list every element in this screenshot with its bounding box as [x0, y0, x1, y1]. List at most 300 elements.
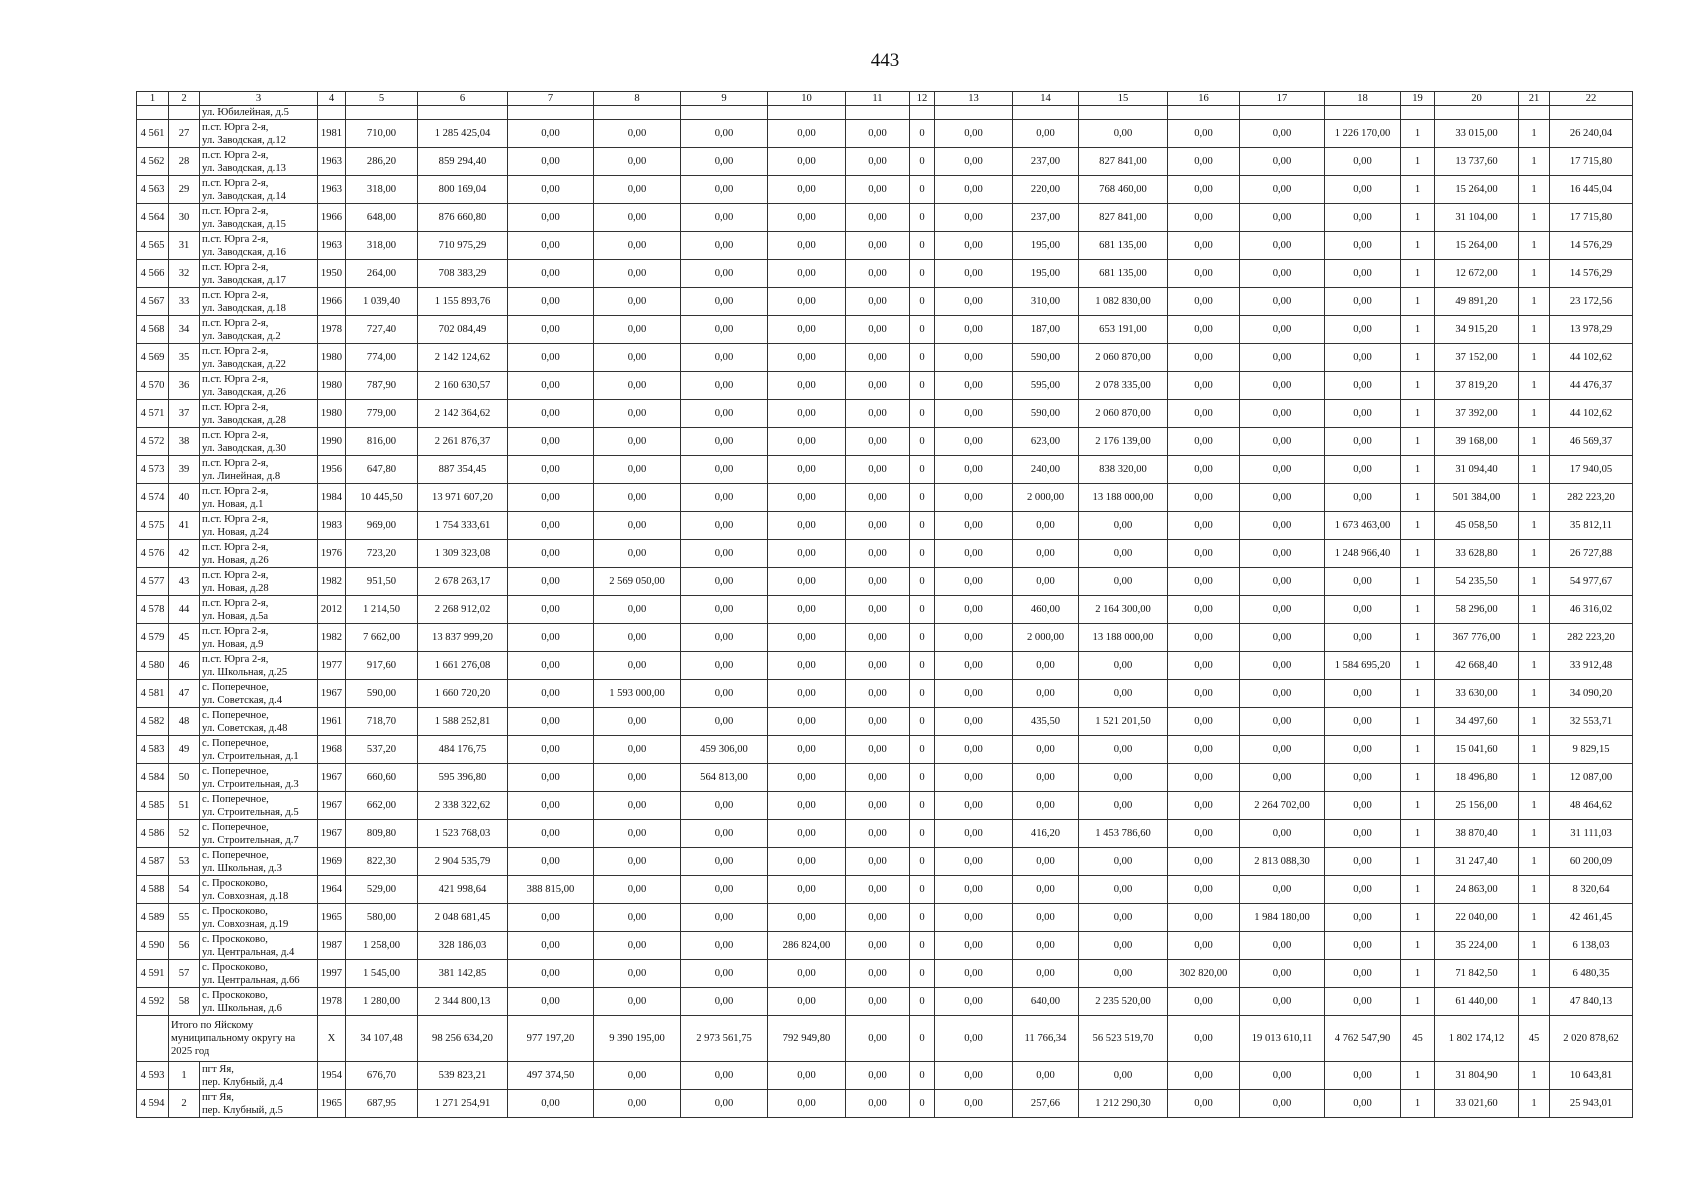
table-cell: 0,00 [1168, 344, 1240, 372]
table-cell: 460,00 [1013, 596, 1079, 624]
total-cell: 2 973 561,75 [681, 1016, 768, 1062]
table-cell: 1 661 276,08 [418, 652, 508, 680]
table-cell: 0 [910, 932, 935, 960]
column-header: 15 [1079, 92, 1168, 106]
table-cell: 2 268 912,02 [418, 596, 508, 624]
table-cell: 0,00 [681, 792, 768, 820]
table-cell: 0,00 [846, 624, 910, 652]
table-cell: 56 [169, 932, 200, 960]
table-cell: 0,00 [935, 120, 1013, 148]
table-cell: 25 943,01 [1550, 1090, 1633, 1118]
table-cell: 1978 [318, 316, 346, 344]
table-cell: 1 [1519, 904, 1550, 932]
address-cell: пгт Яя, пер. Клубный, д.4 [200, 1062, 318, 1090]
table-cell: 0,00 [508, 988, 594, 1016]
table-cell: 0,00 [594, 456, 681, 484]
table-cell: 1 [1401, 1062, 1435, 1090]
table-cell: 1965 [318, 904, 346, 932]
table-cell: 590,00 [346, 680, 418, 708]
table-cell: 0,00 [508, 708, 594, 736]
table-cell: 1 [1401, 456, 1435, 484]
table-cell: 4 562 [137, 148, 169, 176]
table-cell: 0,00 [1168, 1090, 1240, 1118]
table-cell: 1 [1401, 680, 1435, 708]
table-cell: 0,00 [935, 820, 1013, 848]
table-cell: 0,00 [1325, 288, 1401, 316]
table-cell: 0,00 [768, 596, 846, 624]
table-cell: 1 [1401, 736, 1435, 764]
table-cell: 15 041,60 [1435, 736, 1519, 764]
table-cell: 1 [1401, 540, 1435, 568]
table-row [137, 176, 1633, 204]
address-cell: п.ст. Юрга 2-я, ул. Заводская, д.28 [200, 400, 318, 428]
table-cell: 0,00 [508, 512, 594, 540]
table-cell: 0,00 [1079, 876, 1168, 904]
table-cell: 4 571 [137, 400, 169, 428]
table-cell: 4 563 [137, 176, 169, 204]
table-cell [1435, 106, 1519, 120]
address-cell: с. Проскоково, ул. Центральная, д.66 [200, 960, 318, 988]
total-cell: 9 390 195,00 [594, 1016, 681, 1062]
table-cell: 0,00 [508, 596, 594, 624]
table-cell: 52 [169, 820, 200, 848]
column-header: 12 [910, 92, 935, 106]
table-cell: 51 [169, 792, 200, 820]
table-cell: 220,00 [1013, 176, 1079, 204]
column-header: 3 [200, 92, 318, 106]
table-cell: 0,00 [1013, 652, 1079, 680]
table-cell: 1 [1519, 484, 1550, 512]
table-cell: 0,00 [846, 372, 910, 400]
table-cell: 2 176 139,00 [1079, 428, 1168, 456]
address-cell: п.ст. Юрга 2-я, ул. Линейная, д.8 [200, 456, 318, 484]
table-cell: 969,00 [346, 512, 418, 540]
table-cell: 0,00 [681, 176, 768, 204]
table-cell: 1981 [318, 120, 346, 148]
table-cell: 0,00 [594, 792, 681, 820]
table-cell: 710 975,29 [418, 232, 508, 260]
table-cell: 718,70 [346, 708, 418, 736]
table-cell: 0,00 [846, 316, 910, 344]
table-cell: 0,00 [935, 680, 1013, 708]
table-cell: 1966 [318, 288, 346, 316]
table-cell: 787,90 [346, 372, 418, 400]
table-cell: 4 594 [137, 1090, 169, 1118]
table-cell: 1 [1401, 232, 1435, 260]
table-cell: 0,00 [508, 540, 594, 568]
table-cell [1079, 106, 1168, 120]
table-cell: 0,00 [1013, 904, 1079, 932]
table-cell: 876 660,80 [418, 204, 508, 232]
table-cell: 0,00 [594, 260, 681, 288]
table-row [137, 708, 1633, 736]
table-cell: 0,00 [1168, 316, 1240, 344]
table-row [137, 596, 1633, 624]
table-cell: 0,00 [1240, 596, 1325, 624]
table-cell: 31 111,03 [1550, 820, 1633, 848]
table-cell [137, 106, 169, 120]
table-cell: 0,00 [1168, 764, 1240, 792]
table-cell: 1 [1519, 792, 1550, 820]
table-cell [1519, 106, 1550, 120]
table-cell: 0,00 [1325, 820, 1401, 848]
table-cell: 887 354,45 [418, 456, 508, 484]
table-cell: 0,00 [1079, 120, 1168, 148]
table-cell: 2 235 520,00 [1079, 988, 1168, 1016]
table-cell: 0,00 [935, 652, 1013, 680]
table-cell: 1 [1401, 204, 1435, 232]
table-cell: 0,00 [846, 540, 910, 568]
table-cell: 0,00 [846, 288, 910, 316]
table-cell: 4 570 [137, 372, 169, 400]
table-cell: 0,00 [594, 232, 681, 260]
table-cell: 1 212 290,30 [1079, 1090, 1168, 1118]
table-cell: 2 678 263,17 [418, 568, 508, 596]
column-header: 21 [1519, 92, 1550, 106]
table-cell: 0,00 [1325, 1090, 1401, 1118]
table-cell: 2 060 870,00 [1079, 400, 1168, 428]
table-cell: 1964 [318, 876, 346, 904]
table-cell: 0,00 [768, 1062, 846, 1090]
table-cell: 1 [169, 1062, 200, 1090]
table-cell: 0,00 [768, 820, 846, 848]
table-cell: 0,00 [768, 624, 846, 652]
table-cell: 0 [910, 568, 935, 596]
table-cell: 0,00 [1240, 680, 1325, 708]
table-cell: 0,00 [846, 988, 910, 1016]
table-cell: 1 248 966,40 [1325, 540, 1401, 568]
table-cell: 1 660 720,20 [418, 680, 508, 708]
table-cell: 10 643,81 [1550, 1062, 1633, 1090]
table-cell: 0,00 [508, 848, 594, 876]
table-cell: 1 [1401, 120, 1435, 148]
table-cell: 29 [169, 176, 200, 204]
table-cell: 0,00 [1325, 624, 1401, 652]
table-cell: 1 285 425,04 [418, 120, 508, 148]
table-cell: 1 [1519, 204, 1550, 232]
table-cell: 4 568 [137, 316, 169, 344]
table-cell: 0,00 [768, 456, 846, 484]
table-cell: 0,00 [681, 428, 768, 456]
table-cell: 0,00 [594, 596, 681, 624]
table-cell: 0 [910, 484, 935, 512]
table-cell: 33 021,60 [1435, 1090, 1519, 1118]
table-cell: 0,00 [1079, 736, 1168, 764]
address-cell: с. Поперечное, ул. Строительная, д.3 [200, 764, 318, 792]
table-cell: 1954 [318, 1062, 346, 1090]
table-cell: 0,00 [508, 204, 594, 232]
address-cell: п.ст. Юрга 2-я, ул. Заводская, д.22 [200, 344, 318, 372]
address-cell: с. Поперечное, ул. Строительная, д.7 [200, 820, 318, 848]
table-cell: 0,00 [846, 792, 910, 820]
table-row [137, 820, 1633, 848]
table-cell: 0,00 [935, 596, 1013, 624]
table-cell: 1963 [318, 148, 346, 176]
column-header: 22 [1550, 92, 1633, 106]
table-cell: 0,00 [1325, 848, 1401, 876]
table-cell: 0,00 [1240, 736, 1325, 764]
table-cell: 1968 [318, 736, 346, 764]
table-cell: 1 593 000,00 [594, 680, 681, 708]
table-cell: 653 191,00 [1079, 316, 1168, 344]
table-cell: 1 [1519, 1062, 1550, 1090]
table-cell: 1 [1519, 876, 1550, 904]
table-cell: 0,00 [681, 876, 768, 904]
table-cell: 0 [910, 204, 935, 232]
address-cell: ул. Юбилейная, д.5 [200, 106, 318, 120]
table-cell: 1 [1401, 260, 1435, 288]
total-label: Итого по Яйскому муниципальному округу на 2025 год [169, 1016, 318, 1062]
address-cell: п.ст. Юрга 2-я, ул. Новая, д.24 [200, 512, 318, 540]
table-row [137, 120, 1633, 148]
table-row [137, 204, 1633, 232]
table-row [137, 512, 1633, 540]
table-cell: 0,00 [1079, 540, 1168, 568]
total-cell: 792 949,80 [768, 1016, 846, 1062]
column-header: 13 [935, 92, 1013, 106]
table-cell: 1 [1401, 792, 1435, 820]
table-cell: 0,00 [846, 1090, 910, 1118]
table-cell: 41 [169, 512, 200, 540]
table-cell: 0,00 [1240, 176, 1325, 204]
table-cell: 0,00 [1079, 848, 1168, 876]
table-cell: 435,50 [1013, 708, 1079, 736]
column-header: 4 [318, 92, 346, 106]
table-cell: 1 [1401, 932, 1435, 960]
table-cell: 1978 [318, 988, 346, 1016]
address-cell: п.ст. Юрга 2-я, ул. Заводская, д.30 [200, 428, 318, 456]
table-cell: 0,00 [1240, 288, 1325, 316]
address-cell: с. Поперечное, ул. Школьная, д.3 [200, 848, 318, 876]
table-cell: 0,00 [594, 316, 681, 344]
table-cell: 0,00 [681, 1062, 768, 1090]
table-cell: 4 591 [137, 960, 169, 988]
table-cell: 0,00 [768, 708, 846, 736]
table-cell: 0,00 [935, 400, 1013, 428]
table-cell: 0,00 [594, 1062, 681, 1090]
table-cell: 0,00 [594, 400, 681, 428]
table-cell: 0,00 [1240, 568, 1325, 596]
total-cell: 11 766,34 [1013, 1016, 1079, 1062]
table-cell: 0,00 [935, 540, 1013, 568]
table-cell: 0,00 [1325, 932, 1401, 960]
table-cell: 0,00 [846, 148, 910, 176]
table-cell: 0,00 [768, 848, 846, 876]
table-cell: 1967 [318, 680, 346, 708]
table-cell: 0 [910, 512, 935, 540]
table-row [137, 652, 1633, 680]
table-cell: 0 [910, 288, 935, 316]
table-cell: 2012 [318, 596, 346, 624]
table-cell: 32 [169, 260, 200, 288]
table-cell [1401, 106, 1435, 120]
column-header: 9 [681, 92, 768, 106]
column-header: 14 [1013, 92, 1079, 106]
table-cell: 1 214,50 [346, 596, 418, 624]
table-cell: 4 566 [137, 260, 169, 288]
table-cell: 0,00 [1013, 680, 1079, 708]
table-cell: 1 309 323,08 [418, 540, 508, 568]
table-cell: 0,00 [1168, 372, 1240, 400]
table-cell: 0,00 [768, 1090, 846, 1118]
total-row [137, 1016, 1633, 1062]
column-header: 1 [137, 92, 169, 106]
table-cell: 0,00 [594, 764, 681, 792]
table-cell: 1980 [318, 344, 346, 372]
table-cell: 2 813 088,30 [1240, 848, 1325, 876]
table-cell: 37 [169, 400, 200, 428]
table-cell: 1 584 695,20 [1325, 652, 1401, 680]
table-cell: 0,00 [846, 120, 910, 148]
table-cell: 0,00 [1079, 932, 1168, 960]
table-row [137, 1090, 1633, 1118]
table-cell: 328 186,03 [418, 932, 508, 960]
table-cell: 0,00 [508, 792, 594, 820]
table-cell: 0,00 [1168, 848, 1240, 876]
table-cell: 1 [1519, 372, 1550, 400]
table-cell: 0,00 [1168, 568, 1240, 596]
table-cell: 53 [169, 848, 200, 876]
table-cell: 46 [169, 652, 200, 680]
table-cell: 0,00 [1079, 680, 1168, 708]
table-cell: 0,00 [1168, 652, 1240, 680]
table-cell: 0,00 [935, 960, 1013, 988]
table-cell: 0,00 [935, 316, 1013, 344]
table-cell: 0,00 [508, 344, 594, 372]
table-cell: 0,00 [768, 568, 846, 596]
table-cell: 0,00 [1325, 568, 1401, 596]
table-cell: 23 172,56 [1550, 288, 1633, 316]
table-cell: 26 240,04 [1550, 120, 1633, 148]
table-cell: 0,00 [508, 372, 594, 400]
table-cell: 0,00 [681, 596, 768, 624]
column-header: 18 [1325, 92, 1401, 106]
table-cell: 2 344 800,13 [418, 988, 508, 1016]
table-cell: 580,00 [346, 904, 418, 932]
total-cell: 56 523 519,70 [1079, 1016, 1168, 1062]
table-cell: 0,00 [508, 960, 594, 988]
table-cell: 0,00 [846, 456, 910, 484]
table-cell: 0,00 [1325, 596, 1401, 624]
table-cell: 0,00 [1013, 876, 1079, 904]
table-cell: 816,00 [346, 428, 418, 456]
table-cell: 46 316,02 [1550, 596, 1633, 624]
table-cell: 0,00 [1325, 232, 1401, 260]
table-cell: 15 264,00 [1435, 232, 1519, 260]
total-cell: 19 013 610,11 [1240, 1016, 1325, 1062]
table-cell: 0,00 [935, 148, 1013, 176]
table-cell: 0,00 [1240, 456, 1325, 484]
table-cell: 44 [169, 596, 200, 624]
table-row [137, 736, 1633, 764]
table-cell: 58 [169, 988, 200, 1016]
table-cell: 0,00 [935, 204, 1013, 232]
table-cell: 0 [910, 540, 935, 568]
table-cell: 1977 [318, 652, 346, 680]
header-row [137, 92, 1633, 106]
table-cell: 0,00 [681, 344, 768, 372]
table-cell: 0 [910, 400, 935, 428]
table-cell: 264,00 [346, 260, 418, 288]
table-cell: 0,00 [594, 848, 681, 876]
table-cell: 2 338 322,62 [418, 792, 508, 820]
table-cell: 0 [910, 904, 935, 932]
table-cell: 0,00 [768, 484, 846, 512]
table-cell: 4 580 [137, 652, 169, 680]
table-cell [1168, 106, 1240, 120]
table-cell: 0,00 [681, 288, 768, 316]
table-cell: 0,00 [1240, 820, 1325, 848]
table-cell: 0,00 [935, 848, 1013, 876]
table-cell: 687,95 [346, 1090, 418, 1118]
table-cell: 0,00 [508, 484, 594, 512]
table-cell: 1990 [318, 428, 346, 456]
table-cell: 1 [1519, 232, 1550, 260]
table-cell: 859 294,40 [418, 148, 508, 176]
table-cell: 0,00 [935, 624, 1013, 652]
table-cell: 0,00 [1240, 512, 1325, 540]
total-cell: 98 256 634,20 [418, 1016, 508, 1062]
table-cell: 727,40 [346, 316, 418, 344]
table-cell: 1 523 768,03 [418, 820, 508, 848]
table-cell: 648,00 [346, 204, 418, 232]
table-cell: 0,00 [768, 316, 846, 344]
table-cell: 1 155 893,76 [418, 288, 508, 316]
table-cell: 0,00 [594, 624, 681, 652]
table-cell [1550, 106, 1633, 120]
table-cell: 809,80 [346, 820, 418, 848]
table-cell: 1 [1401, 316, 1435, 344]
table-cell: 0 [910, 960, 935, 988]
table-cell: 0,00 [1325, 316, 1401, 344]
table-cell: 45 058,50 [1435, 512, 1519, 540]
table-cell: 0,00 [768, 260, 846, 288]
table-cell: 0,00 [594, 988, 681, 1016]
table-cell: 0 [910, 1090, 935, 1118]
table-cell: 14 576,29 [1550, 232, 1633, 260]
table-cell: 800 169,04 [418, 176, 508, 204]
table-cell [346, 106, 418, 120]
table-cell: 310,00 [1013, 288, 1079, 316]
table-cell: 0,00 [594, 960, 681, 988]
table-cell: 1 [1401, 820, 1435, 848]
table-cell: 2 160 630,57 [418, 372, 508, 400]
address-cell: п.ст. Юрга 2-я, ул. Заводская, д.16 [200, 232, 318, 260]
table-cell: 0,00 [768, 960, 846, 988]
table-cell: 187,00 [1013, 316, 1079, 344]
table-cell: 0,00 [681, 820, 768, 848]
table-cell: 6 480,35 [1550, 960, 1633, 988]
table-cell: 33 630,00 [1435, 680, 1519, 708]
table-cell: 0,00 [594, 484, 681, 512]
table-cell: 0,00 [935, 512, 1013, 540]
table-cell: 0,00 [1240, 1062, 1325, 1090]
table-cell: 0,00 [768, 204, 846, 232]
table-cell: 0,00 [1168, 484, 1240, 512]
table-cell: 0,00 [846, 876, 910, 904]
column-header: 7 [508, 92, 594, 106]
table-cell: 1 545,00 [346, 960, 418, 988]
table-cell: 0,00 [1325, 148, 1401, 176]
table-cell: 4 565 [137, 232, 169, 260]
table-cell: 0,00 [681, 652, 768, 680]
table-cell: 0,00 [935, 260, 1013, 288]
table-cell: 0 [910, 176, 935, 204]
table-cell: 1 [1401, 764, 1435, 792]
table-cell: 1 453 786,60 [1079, 820, 1168, 848]
table-cell: 501 384,00 [1435, 484, 1519, 512]
total-cell: 2 020 878,62 [1550, 1016, 1633, 1062]
